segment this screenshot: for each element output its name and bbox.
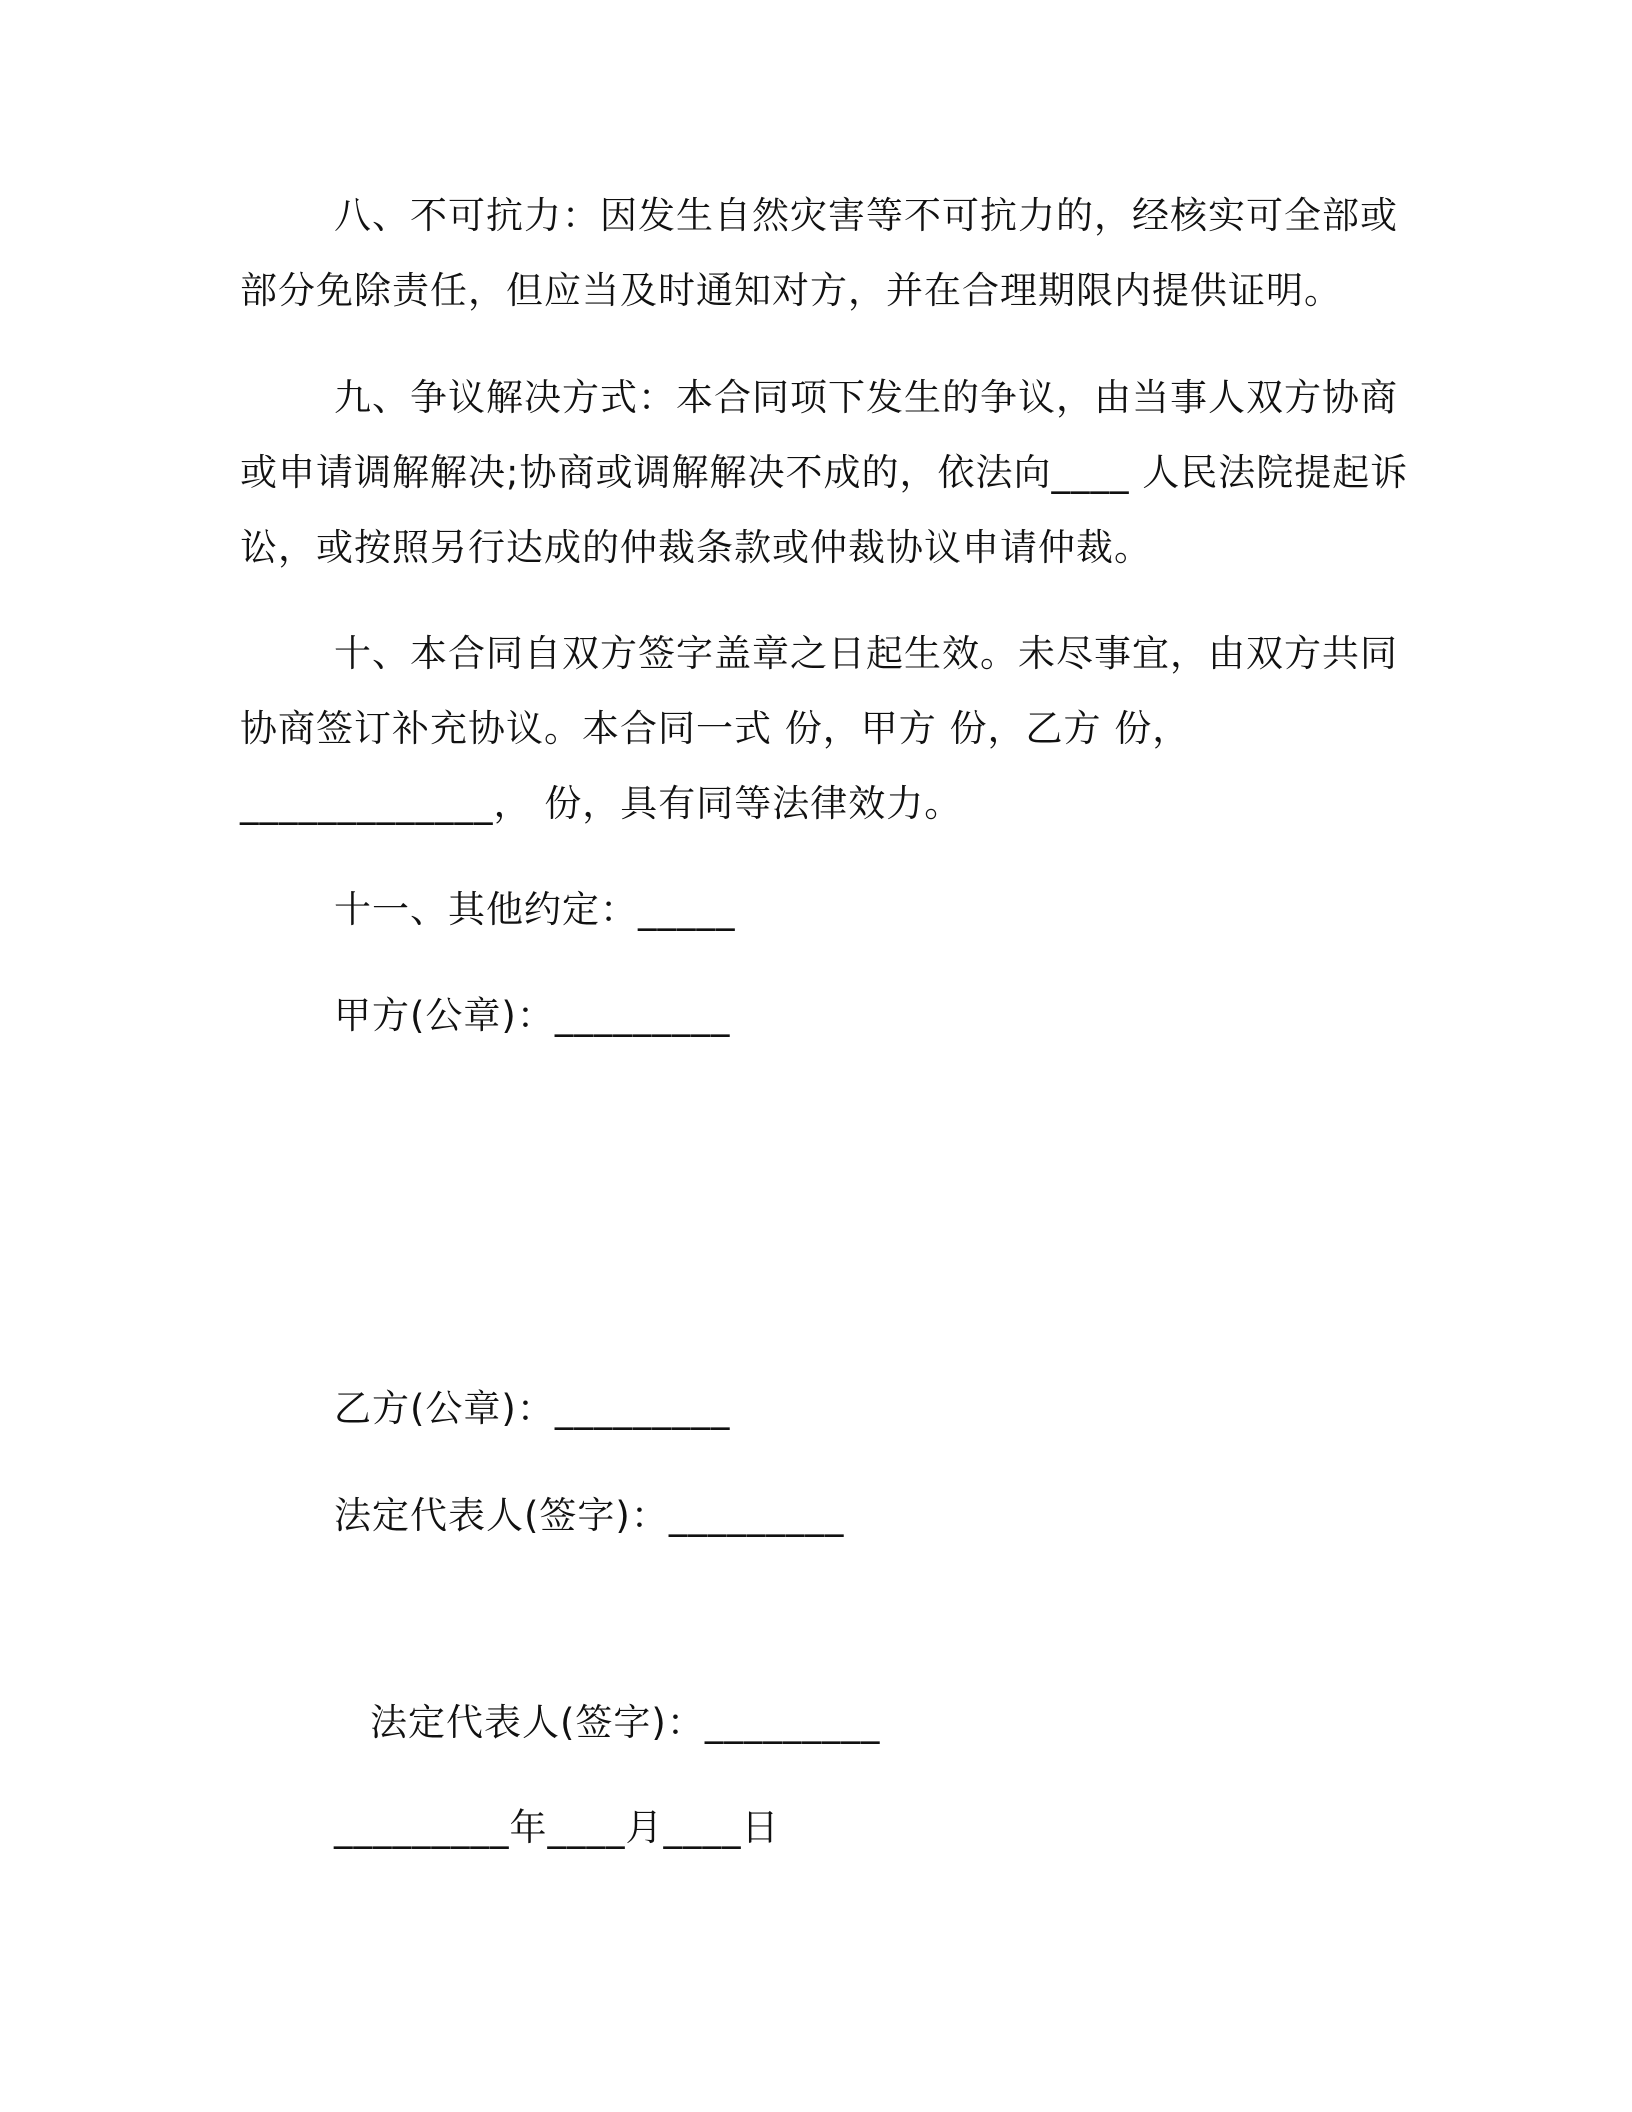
clause-8-line-1: 八、不可抗力：因发生自然灾害等不可抗力的，经核实可全部或 bbox=[334, 194, 1398, 237]
date-line: _________年____月____日 bbox=[334, 1806, 780, 1849]
legal-representative-signature-line-2: 法定代表人(签字)：_________ bbox=[370, 1701, 881, 1744]
clause-10-line-2: 协商签订补充协议。本合同一式 份，甲方 份，乙方 份， bbox=[240, 707, 1191, 750]
clause-9-line-3: 讼，或按照另行达成的仲裁条款或仲裁协议申请仲裁。 bbox=[240, 526, 1152, 569]
party-a-seal-line: 甲方(公章)：_________ bbox=[334, 994, 731, 1037]
clause-10-line-3: _____________， 份，具有同等法律效力。 bbox=[240, 782, 963, 825]
clause-8-line-2: 部分免除责任，但应当及时通知对方，并在合理期限内提供证明。 bbox=[240, 269, 1342, 312]
clause-9-line-2: 或申请调解解决;协商或调解解决不成的，依法向____ 人民法院提起诉 bbox=[240, 451, 1409, 494]
legal-representative-signature-line-1: 法定代表人(签字)：_________ bbox=[334, 1494, 845, 1537]
clause-10-line-1: 十、本合同自双方签字盖章之日起生效。未尽事宜，由双方共同 bbox=[334, 632, 1398, 675]
clause-9-line-1: 九、争议解决方式：本合同项下发生的争议，由当事人双方协商 bbox=[334, 376, 1398, 419]
clause-11: 十一、其他约定：_____ bbox=[334, 888, 736, 931]
party-b-seal-line: 乙方(公章)：_________ bbox=[334, 1387, 731, 1430]
